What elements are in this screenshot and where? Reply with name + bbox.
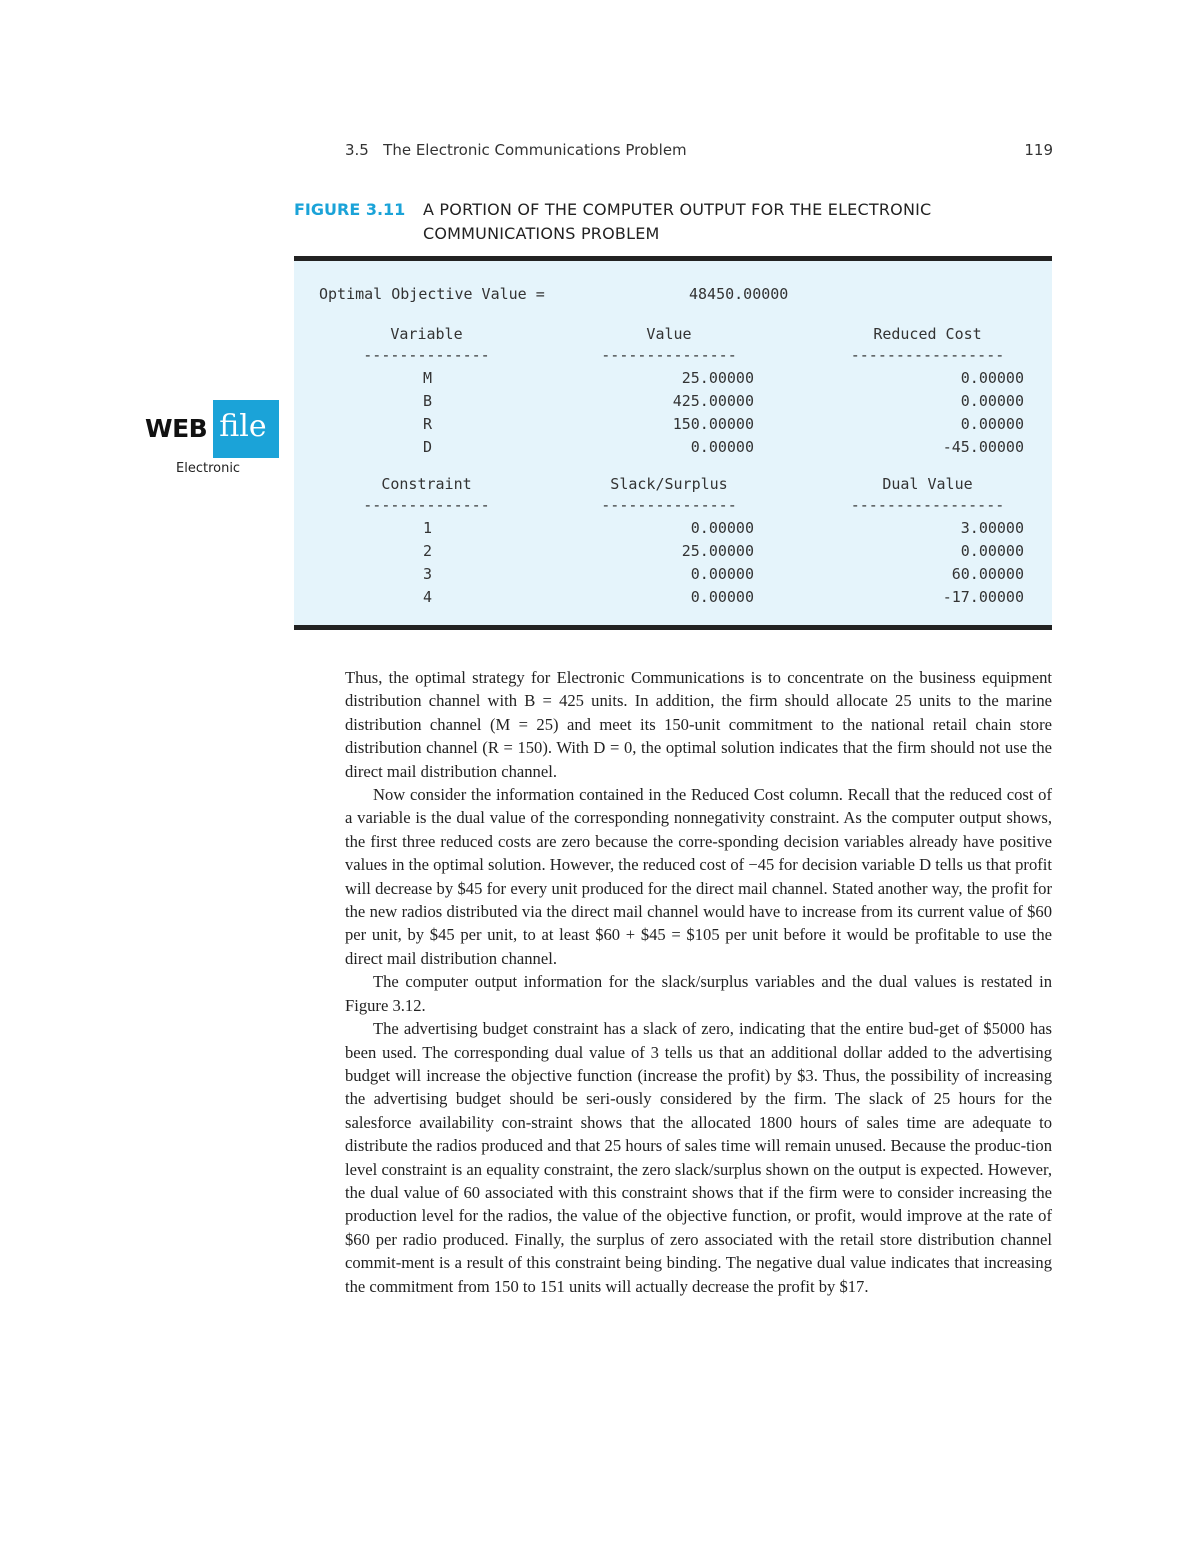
- objective-value: 48450.00000: [689, 285, 789, 303]
- table-row: [294, 517, 1052, 540]
- webfile-caption: Electronic: [176, 461, 241, 476]
- table-row: [294, 540, 1052, 563]
- variable-reduced-cost: 0.00000: [960, 369, 1024, 387]
- variables-dash-row: [294, 344, 1052, 367]
- constraint-number: 3: [422, 565, 432, 583]
- header-dual-value: Dual Value: [882, 475, 973, 493]
- figure-title: A PORTION OF THE COMPUTER OUTPUT FOR THE ELECTRONIC COMMUNICATIONS PROBLEM: [423, 200, 932, 243]
- running-head: [345, 136, 1053, 164]
- paragraph-1: Thus, the optimal strategy for Electronic Communications is to concentrate on the business equipment distribution channel with B = 425 units. In addition, the firm should allocate 25 units to the marine distribution channel (M = 25) and meet its 150-unit commitment to the national retail chain store distribution channel (R = 150). With D = 0, the optimal solution indicates that the firm should not use the direct mail distribution channel.: [345, 668, 1052, 781]
- body-text: [345, 666, 1052, 1298]
- table-row: [294, 367, 1052, 390]
- header-variable: Variable: [390, 325, 463, 343]
- constraints-header-row: [294, 473, 1052, 496]
- variable-name: D: [422, 438, 432, 456]
- variable-value: 0.00000: [690, 438, 754, 456]
- constraint-slack: 0.00000: [690, 565, 754, 583]
- variable-name: M: [422, 369, 432, 387]
- constraint-dual-value: 0.00000: [960, 542, 1024, 560]
- table-row: [294, 436, 1052, 459]
- dash-1: --------------: [363, 496, 490, 514]
- webfile-web-text: WEB: [145, 414, 208, 443]
- paragraph-2: Now consider the information contained in the Reduced Cost column. Recall that the reduced cost of a variable is the dual value of the corresponding nonnegativity constraint. As the computer output shows, the first three reduced costs are zero because the corre-sponding decision variables already have positive values in the optimal solution. However, the reduced cost of −45 for decision variable D tells us that profit will decrease by $45 for every unit produced for the direct mail channel. Stated another way, the profit for the new radios distributed via the direct mail channel would have to increase from its current value of $60 per unit, by $45 per unit, to at least $60 + $45 = $105 per unit before it would be profitable to use the direct mail distribution channel.: [345, 785, 1052, 968]
- variable-reduced-cost: -45.00000: [942, 438, 1024, 456]
- webfile-file-text: file: [213, 400, 279, 458]
- paragraph-4: The advertising budget constraint has a slack of zero, indicating that the entire bud-get of $5000 has been used. The corresponding dual value of 3 tells us that an additional dollar added to the advertising budget will increase the objective function (increase the profit) by $3. Thus, the possibility of increasing the advertising budget should be seri-ously considered by the firm. The slack of 25 hours for the salesforce availability con-straint shows that the allocated 1800 hours of sales time are adequate to distribute the radios produced and that 25 hours of sales time will remain unused. Because the produc-tion level constraint is an equality constraint, the zero slack/surplus shown on the output is expected. However, the dual value of 60 associated with this constraint shows that if the firm were to consider increasing the production level for the radios, the value of the objective function, or profit, would improve at the rate of $60 per radio produced. Finally, the surplus of zero associated with the retail store distribution channel commit-ment is a result of this constraint being binding. The negative dual value indicates that increasing the commitment from 150 to 151 units will actually decrease the profit by $17.: [345, 1019, 1052, 1296]
- figure-label: FIGURE 3.11: [294, 200, 406, 219]
- header-reduced-cost: Reduced Cost: [873, 325, 982, 343]
- paragraph-3: The computer output information for the slack/surplus variables and the dual values is restated in Figure 3.12.: [345, 972, 1052, 1015]
- variables-header-row: [294, 323, 1052, 346]
- dash-2: ---------------: [601, 496, 737, 514]
- objective-line: [319, 285, 789, 303]
- constraint-slack: 25.00000: [681, 542, 754, 560]
- dash-2: ---------------: [601, 346, 737, 364]
- variable-value: 25.00000: [681, 369, 754, 387]
- variable-name: B: [422, 392, 432, 410]
- variable-reduced-cost: 0.00000: [960, 392, 1024, 410]
- constraint-number: 1: [422, 519, 432, 537]
- constraint-slack: 0.00000: [690, 588, 754, 606]
- header-value: Value: [646, 325, 692, 343]
- table-row: [294, 563, 1052, 586]
- dash-1: --------------: [363, 346, 490, 364]
- variable-name: R: [422, 415, 432, 433]
- constraints-dash-row: [294, 494, 1052, 517]
- variable-value: 150.00000: [672, 415, 754, 433]
- page-number: 119: [1024, 141, 1053, 159]
- computer-output-panel: [294, 256, 1052, 630]
- figure-caption: [294, 198, 1054, 246]
- constraint-number: 2: [422, 542, 432, 560]
- header-constraint: Constraint: [381, 475, 472, 493]
- constraint-dual-value: 3.00000: [960, 519, 1024, 537]
- constraint-dual-value: -17.00000: [942, 588, 1024, 606]
- constraint-number: 4: [422, 588, 432, 606]
- objective-label: Optimal Objective Value =: [319, 285, 545, 303]
- table-row: [294, 413, 1052, 436]
- header-slack-surplus: Slack/Surplus: [610, 475, 728, 493]
- webfile-logo: [145, 400, 279, 458]
- table-row: [294, 390, 1052, 413]
- table-row: [294, 586, 1052, 609]
- variable-value: 425.00000: [672, 392, 754, 410]
- dash-3: -----------------: [850, 496, 1005, 514]
- constraint-dual-value: 60.00000: [951, 565, 1024, 583]
- section-title: 3.5 The Electronic Communications Problem: [345, 141, 687, 159]
- variable-reduced-cost: 0.00000: [960, 415, 1024, 433]
- constraint-slack: 0.00000: [690, 519, 754, 537]
- dash-3: -----------------: [850, 346, 1005, 364]
